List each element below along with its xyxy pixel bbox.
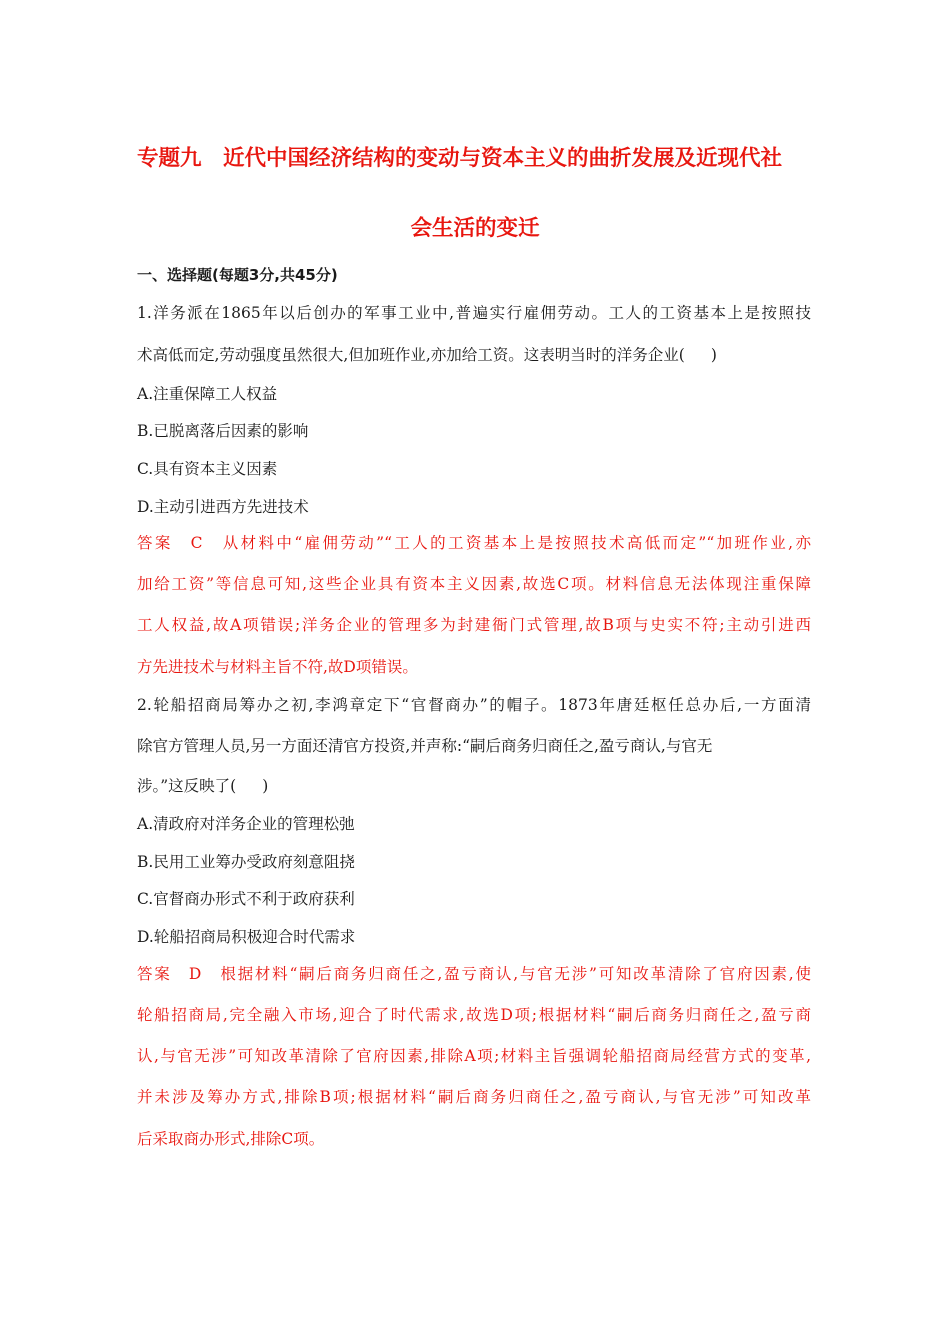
section-heading: 一、选择题(每题3分,共45分) bbox=[137, 266, 338, 284]
question-1-option-a: A.注重保障工人权益 bbox=[137, 385, 278, 403]
document-title-line-2: 会生活的变迁 bbox=[410, 216, 540, 241]
question-2-answer-line-3: 认,与官无涉”可知改革清除了官府因素,排除A项;材料主旨强调轮船招商局经营方式的变革, bbox=[137, 1047, 811, 1065]
question-2-option-a: A.清政府对洋务企业的管理松弛 bbox=[137, 815, 355, 833]
question-1-option-c: C.具有资本主义因素 bbox=[137, 460, 278, 478]
question-2-option-c: C.官督商办形式不利于政府获利 bbox=[137, 890, 355, 908]
question-2-answer-line-5: 后采取商办形式,排除C项。 bbox=[137, 1130, 325, 1148]
question-2-option-d: D.轮船招商局积极迎合时代需求 bbox=[137, 928, 356, 946]
question-1-option-b: B.已脱离落后因素的影响 bbox=[137, 422, 309, 440]
document-title-line-1: 专题九 近代中国经济结构的变动与资本主义的曲折发展及近现代社 bbox=[137, 146, 783, 171]
question-2-answer-line-4: 并未涉及筹办方式,排除B项;根据材料“嗣后商务归商任之,盈亏商认,与官无涉”可知改革 bbox=[137, 1088, 811, 1106]
question-2-stem-line-3: 涉。”这反映了( ) bbox=[137, 777, 269, 795]
question-1-answer-line-4: 方先进技术与材料主旨不符,故D项错误。 bbox=[137, 658, 418, 676]
question-2-option-b: B.民用工业筹办受政府刻意阻挠 bbox=[137, 853, 355, 871]
question-1-answer-line-3: 工人权益,故A项错误;洋务企业的管理多为封建衙门式管理,故B项与史实不符;主动引进西 bbox=[137, 616, 811, 634]
question-1-answer-line-2: 加给工资”等信息可知,这些企业具有资本主义因素,故选C项。材料信息无法体现注重保障 bbox=[137, 575, 811, 593]
question-1-stem-line-2: 术高低而定,劳动强度虽然很大,但加班作业,亦加给工资。这表明当时的洋务企业( ) bbox=[137, 346, 717, 364]
question-1-stem-line-1: 1.洋务派在1865年以后创办的军事工业中,普遍实行雇佣劳动。工人的工资基本上是按照技 bbox=[137, 304, 811, 322]
question-1-answer-line-1: 答案 C 从材料中“雇佣劳动”“工人的工资基本上是按照技术高低而定”“加班作业,亦 bbox=[137, 534, 811, 552]
question-2-stem-line-2: 除官方管理人员,另一方面还清官方投资,并声称:“嗣后商务归商任之,盈亏商认,与官无 bbox=[137, 737, 713, 755]
question-2-answer-line-1: 答案 D 根据材料“嗣后商务归商任之,盈亏商认,与官无涉”可知改革清除了官府因素,使 bbox=[137, 965, 811, 983]
question-2-stem-line-1: 2.轮船招商局筹办之初,李鸿章定下“官督商办”的帽子。1873年唐廷枢任总办后,一方面清 bbox=[137, 696, 811, 714]
question-2-answer-line-2: 轮船招商局,完全融入市场,迎合了时代需求,故选D项;根据材料“嗣后商务归商任之,盈亏商 bbox=[137, 1006, 811, 1024]
question-1-option-d: D.主动引进西方先进技术 bbox=[137, 498, 309, 516]
